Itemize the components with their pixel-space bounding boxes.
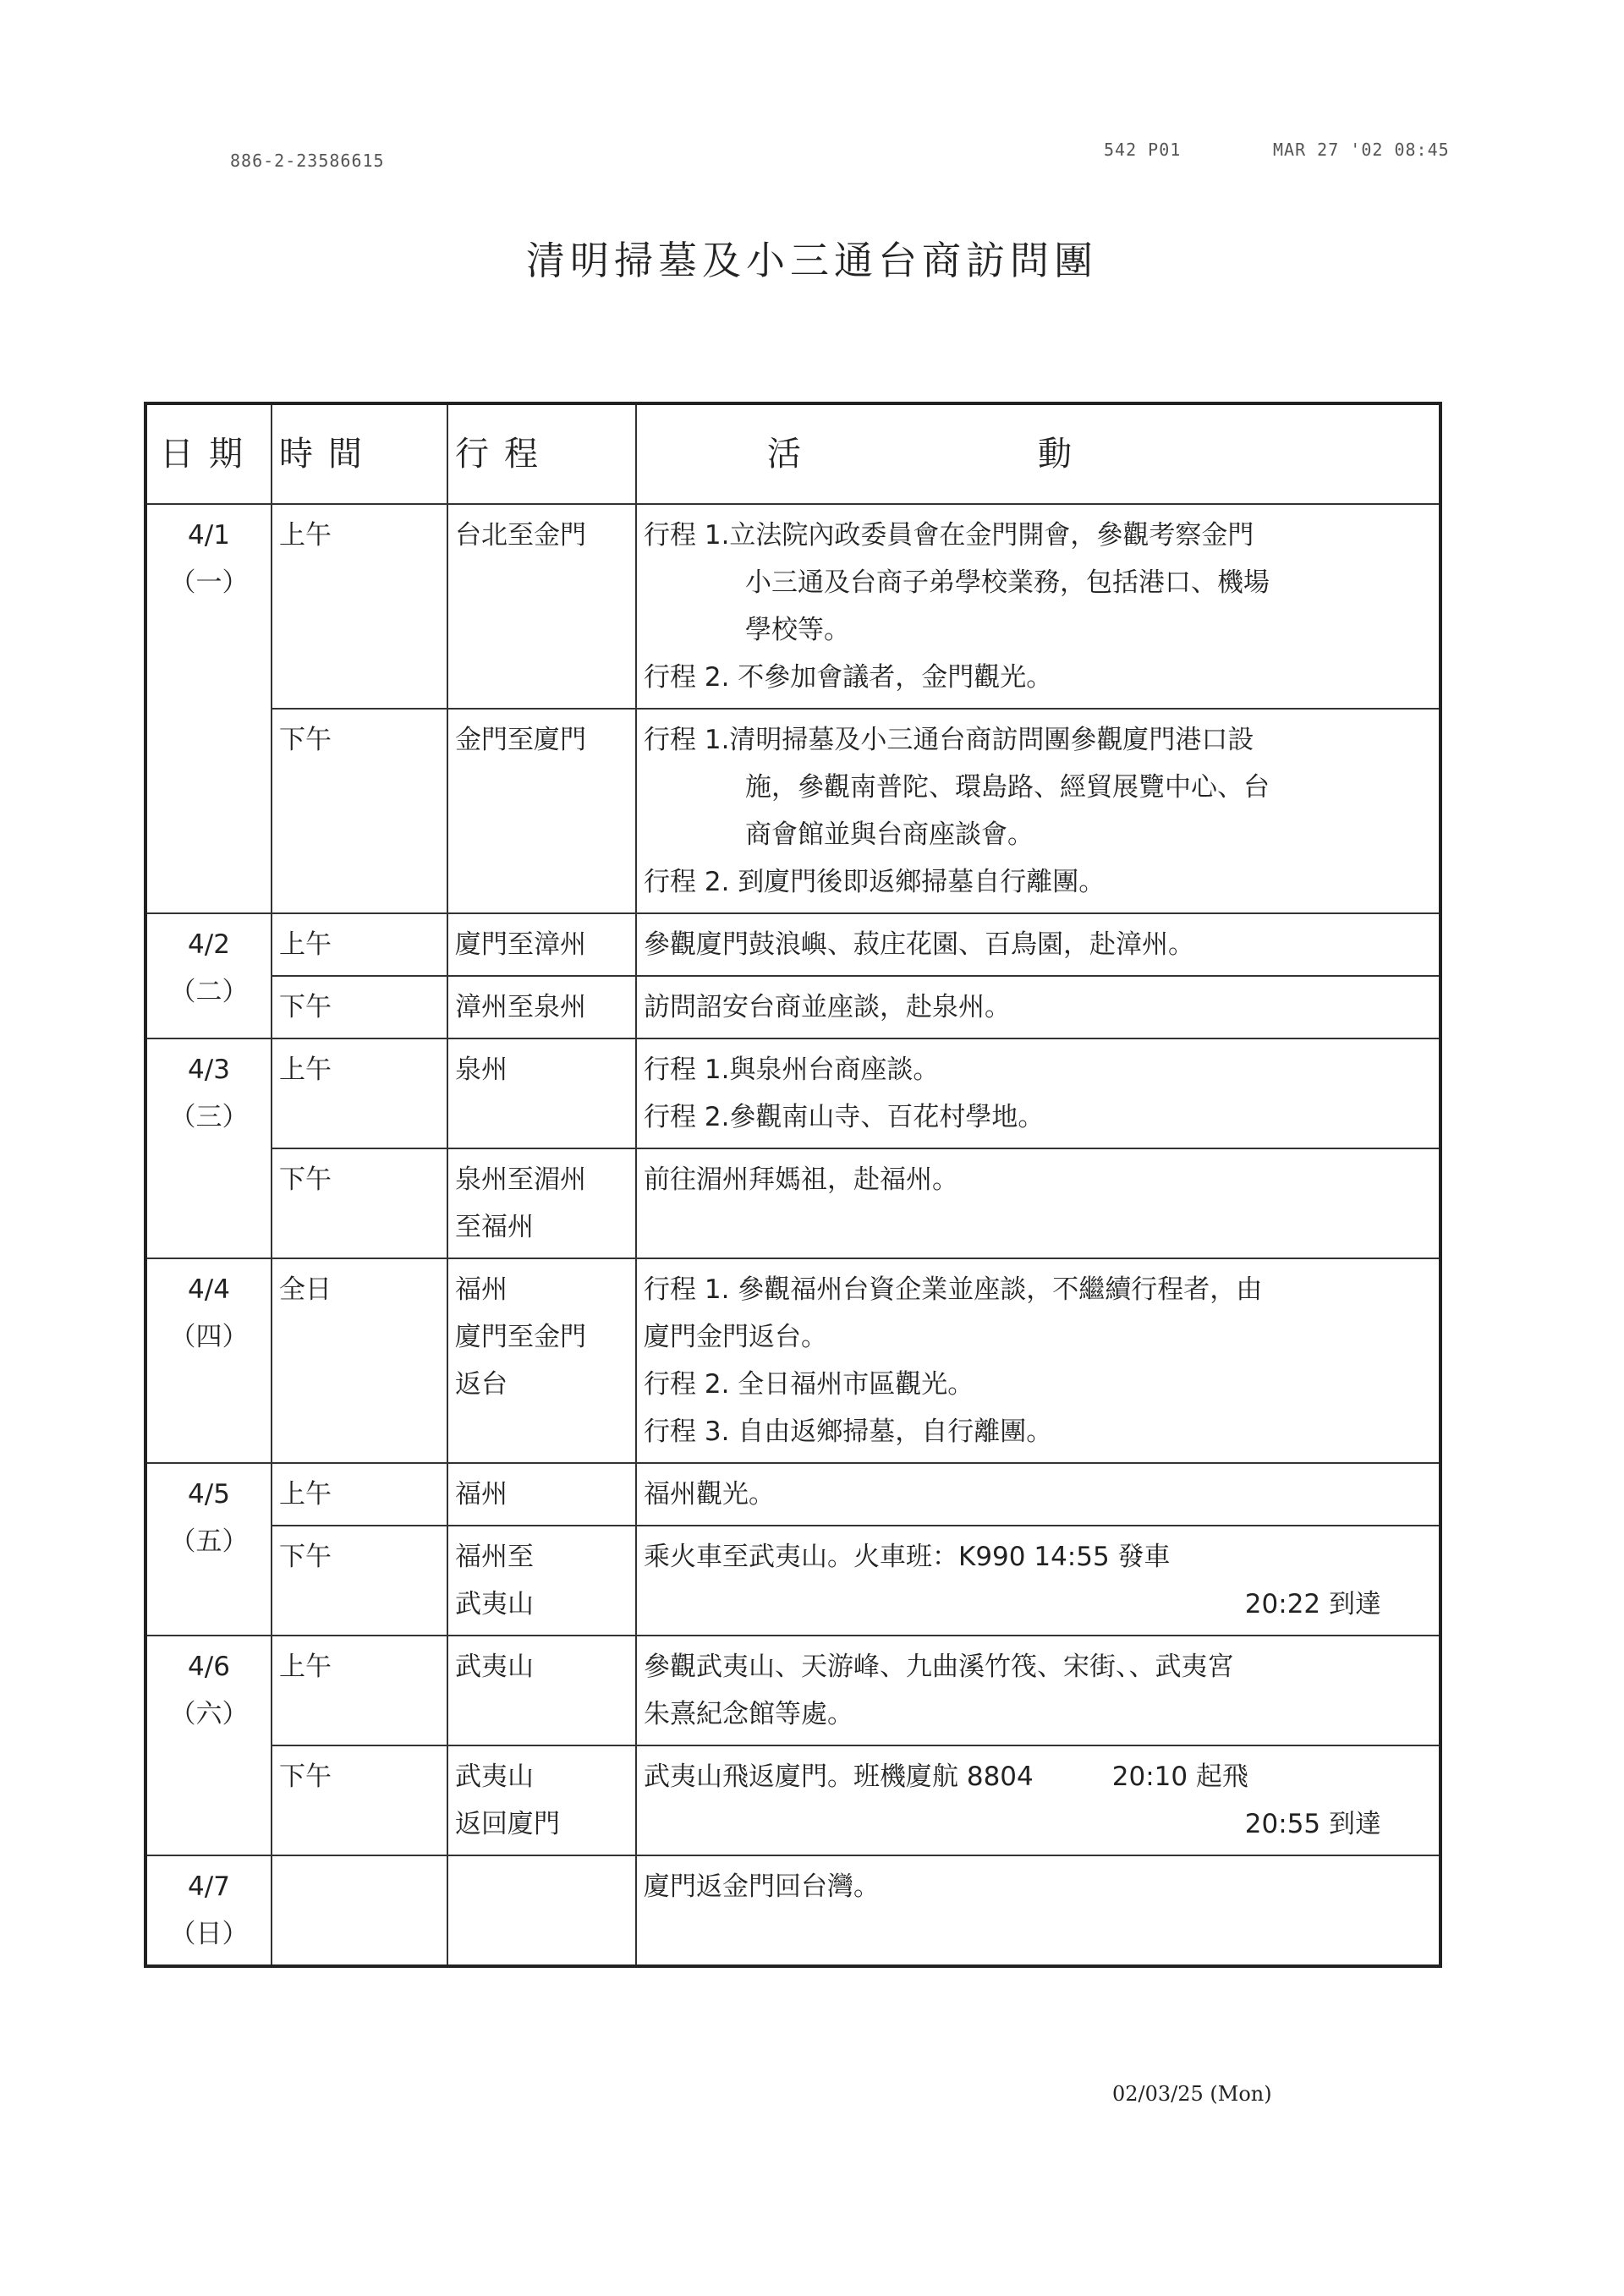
activity-cell (636, 1745, 1440, 1855)
activity-line: 行程 2. 全日福州市區觀光。 (644, 1369, 974, 1400)
activity-line: 武夷山飛返廈門。班機廈航 8804 20:10 起飛 (644, 1762, 1248, 1792)
activity-line: 參觀廈門鼓浪嶼、菽庄花園、百鳥園，赴漳州。 (644, 929, 1194, 960)
activity-line: 行程 1.立法院內政委員會在金門開會，參觀考察金門 (644, 520, 1254, 551)
table-row (145, 1038, 1440, 1148)
activity-line: 施，參觀南普陀、環島路、經貿展覽中心、台 (745, 772, 1270, 803)
header-date: 日期 (145, 403, 272, 504)
activity-line: 朱熹紀念館等處。 (644, 1699, 853, 1729)
route-cell (447, 976, 636, 1038)
date: 4/3 (188, 1055, 230, 1085)
route-line: 廈門至漳州 (455, 929, 586, 960)
route-line: 武夷山 (455, 1652, 534, 1682)
route-line: 泉州 (455, 1055, 508, 1085)
route-cell (447, 1258, 636, 1463)
fax-datetime: MAR 27 '02 08:45 (1273, 140, 1450, 160)
date: 4/5 (188, 1479, 230, 1510)
table-row (145, 1745, 1440, 1855)
time-cell: 全日 (272, 1258, 447, 1463)
activity-cell (636, 1148, 1440, 1258)
activity-line: 行程 2. 到廈門後即返鄉掃墓自行離團。 (644, 867, 1106, 897)
date: 4/2 (188, 929, 230, 960)
time-cell: 上午 (272, 913, 447, 976)
time-cell: 下午 (272, 709, 447, 913)
route-cell (447, 1745, 636, 1855)
time-cell: 下午 (272, 1745, 447, 1855)
table-row (145, 1526, 1440, 1636)
date-cell (145, 1463, 272, 1636)
table-row (145, 1636, 1440, 1745)
activity-line: 行程 1. 參觀福州台資企業並座談，不繼續行程者，由 (644, 1274, 1263, 1305)
activity-line: 20:22 到達 (1244, 1589, 1381, 1619)
table-row (145, 709, 1440, 913)
route-line: 至福州 (455, 1212, 534, 1242)
route-cell (447, 1636, 636, 1745)
date-cell (145, 1258, 272, 1463)
weekday: （一） (169, 567, 249, 598)
time-cell: 下午 (272, 1526, 447, 1636)
activity-cell (636, 1038, 1440, 1148)
table-row (145, 1258, 1440, 1463)
activity-cell (636, 1636, 1440, 1745)
time-cell: 上午 (272, 1038, 447, 1148)
date-cell (145, 504, 272, 913)
itinerary-table (144, 402, 1442, 1968)
route-line: 返台 (455, 1369, 508, 1400)
table-row (145, 1855, 1440, 1966)
activity-line: 參觀武夷山、天游峰、九曲溪竹筏、宋街、、武夷宮 (644, 1652, 1234, 1682)
activity-line: 行程 2. 不參加會議者，金門觀光。 (644, 662, 1053, 693)
time-cell: 上午 (272, 504, 447, 709)
activity-cell (636, 1855, 1440, 1966)
route-line: 漳州至泉州 (455, 992, 586, 1022)
route-cell (447, 1855, 636, 1966)
activity-line: 訪問詔安台商並座談，赴泉州。 (644, 992, 1011, 1022)
route-line: 台北至金門 (455, 520, 586, 551)
date-cell (145, 1855, 272, 1966)
route-line: 泉州至湄州 (455, 1164, 586, 1195)
activity-line: 前往湄州拜媽祖，赴福州。 (644, 1164, 958, 1195)
activity-line: 福州觀光。 (644, 1479, 775, 1510)
date: 4/7 (188, 1871, 230, 1902)
activity-line: 小三通及台商子弟學校業務，包括港口、機場 (745, 567, 1270, 598)
route-line: 福州 (455, 1274, 508, 1305)
activity-cell (636, 709, 1440, 913)
activity-line: 廈門金門返台。 (644, 1322, 827, 1352)
time-cell: 下午 (272, 976, 447, 1038)
header-route: 行程 (447, 403, 636, 504)
activity-line: 乘火車至武夷山。火車班：K990 14:55 發車 (644, 1542, 1171, 1572)
route-cell (447, 913, 636, 976)
route-line: 返回廈門 (455, 1809, 560, 1839)
time-cell: 下午 (272, 1148, 447, 1258)
table-row (145, 1148, 1440, 1258)
header-time: 時間 (272, 403, 447, 504)
activity-cell (636, 1258, 1440, 1463)
route-line: 武夷山 (455, 1762, 534, 1792)
date-cell (145, 1038, 272, 1258)
activity-cell (636, 1463, 1440, 1526)
date: 4/4 (188, 1274, 230, 1305)
weekday: （五） (169, 1526, 249, 1557)
activity-line: 商會館並與台商座談會。 (745, 819, 1034, 850)
activity-cell (636, 1526, 1440, 1636)
weekday: （三） (169, 1102, 249, 1132)
header-activity: 活動 (636, 403, 1440, 504)
footer-date: 02/03/25 (Mon) (1112, 2082, 1272, 2106)
route-cell (447, 504, 636, 709)
activity-line: 學校等。 (745, 615, 850, 645)
date: 4/6 (188, 1652, 230, 1682)
route-cell (447, 1526, 636, 1636)
table-row (145, 1463, 1440, 1526)
document-title: 清明掃墓及小三通台商訪問團 (526, 238, 1098, 283)
table-row (145, 976, 1440, 1038)
activity-line: 行程 3. 自由返鄉掃墓，自行離團。 (644, 1417, 1053, 1447)
route-line: 武夷山 (455, 1589, 534, 1619)
activity-line: 行程 1.與泉州台商座談。 (644, 1055, 940, 1085)
weekday: （二） (169, 977, 249, 1007)
fax-page-id: 542 P01 (1104, 140, 1182, 160)
table-row (145, 504, 1440, 709)
activity-line: 20:55 到達 (1244, 1809, 1381, 1839)
itinerary-body (145, 504, 1440, 1966)
activity-line: 行程 1.清明掃墓及小三通台商訪問團參觀廈門港口設 (644, 725, 1254, 755)
date: 4/1 (188, 520, 230, 551)
date-cell (145, 913, 272, 1038)
table-row (145, 913, 1440, 976)
time-cell: 上午 (272, 1463, 447, 1526)
weekday: （四） (169, 1322, 249, 1352)
table-header-row (145, 403, 1440, 504)
date-cell (145, 1636, 272, 1855)
time-cell: 上午 (272, 1636, 447, 1745)
activity-line: 廈門返金門回台灣。 (644, 1871, 880, 1902)
weekday: （日） (169, 1919, 249, 1949)
route-line: 廈門至金門 (455, 1322, 586, 1352)
weekday: （六） (169, 1699, 249, 1729)
route-line: 福州 (455, 1479, 508, 1510)
fax-sender-number: 886-2-23586615 (230, 151, 385, 171)
route-cell (447, 1038, 636, 1148)
activity-cell (636, 976, 1440, 1038)
activity-cell (636, 504, 1440, 709)
time-cell (272, 1855, 447, 1966)
activity-cell (636, 913, 1440, 976)
route-cell (447, 709, 636, 913)
route-line: 金門至廈門 (455, 725, 586, 755)
activity-line: 行程 2.參觀南山寺、百花村學地。 (644, 1102, 1045, 1132)
route-cell (447, 1148, 636, 1258)
route-line: 福州至 (455, 1542, 534, 1572)
route-cell (447, 1463, 636, 1526)
